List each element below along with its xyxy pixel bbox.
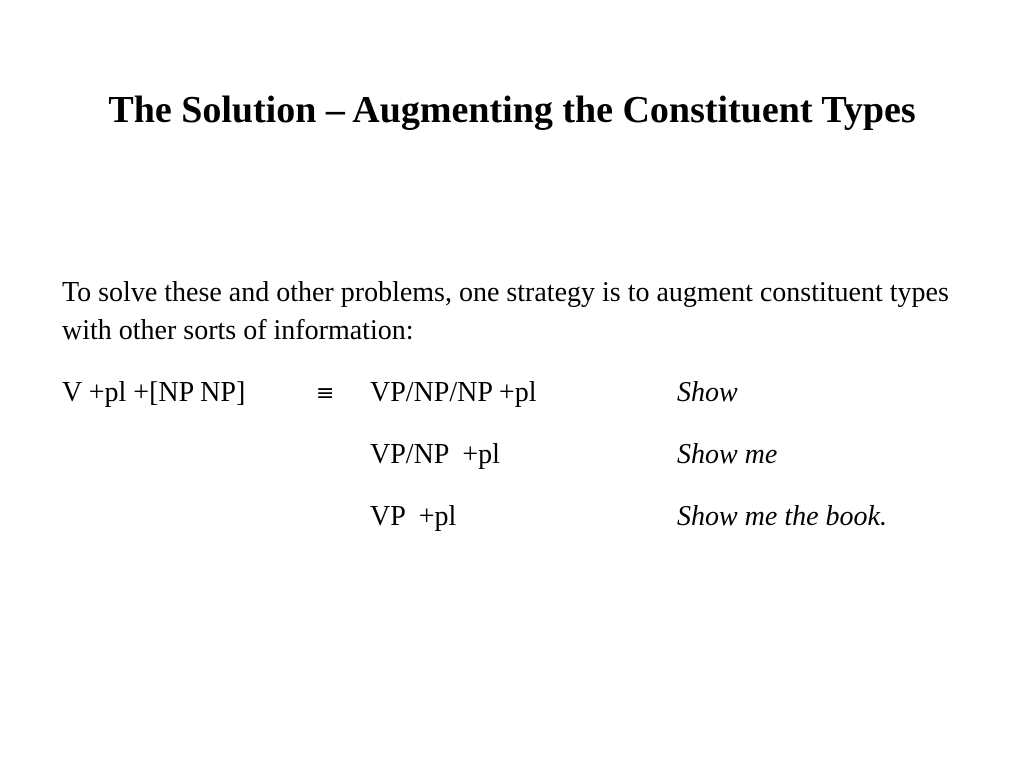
constituent-type: VP/NP/NP +pl xyxy=(370,377,537,408)
equivalence-symbol: ≡ xyxy=(316,381,335,406)
example-phrase: Show me xyxy=(677,439,778,470)
rule-lhs: V +pl +[NP NP] xyxy=(62,377,246,408)
table-row xyxy=(62,436,962,498)
constituent-type-table xyxy=(62,374,962,560)
constituent-type: VP/NP +pl xyxy=(370,439,500,470)
example-phrase: Show me the book. xyxy=(677,501,887,532)
table-row xyxy=(62,498,962,560)
constituent-type: VP +pl xyxy=(370,501,457,532)
table-row xyxy=(62,374,962,436)
example-phrase: Show xyxy=(677,377,738,408)
intro-paragraph: To solve these and other problems, one strategy is to augment constituent types with other sorts of information: xyxy=(62,277,949,346)
slide-title: The Solution – Augmenting the Constituent Types xyxy=(108,89,916,131)
